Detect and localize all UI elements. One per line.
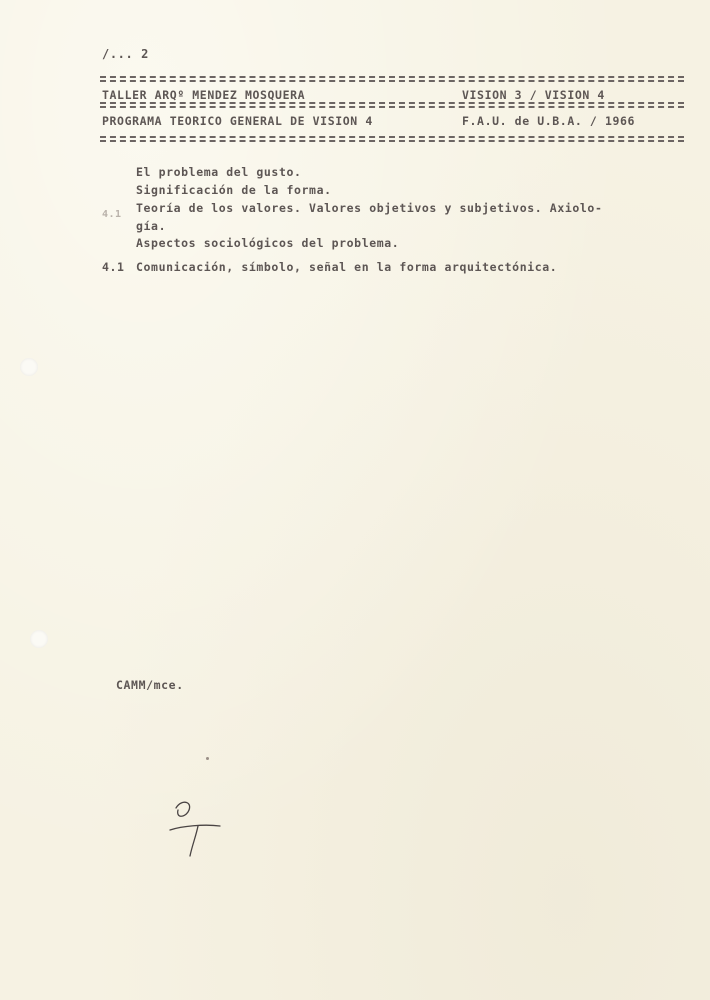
faint-margin-number: 4.1 [102,209,122,220]
middle-rule [100,102,684,108]
body-line-values-continuation: gía. [136,219,167,233]
punch-hole-lower [30,630,48,648]
header-program-title: PROGRAMA TEORICO GENERAL DE VISION 4 [102,114,373,128]
punch-hole-upper [20,358,38,376]
typist-initials: CAMM/mce. [116,678,184,692]
page-reference: /... 2 [102,47,149,61]
header-vision-levels: VISION 3 / VISION 4 [462,88,605,102]
section-number: 4.1 [102,260,125,274]
section-communication: Comunicación, símbolo, señal en la forma arquitectónica. [136,260,558,274]
header-institution-year: F.A.U. de U.B.A. / 1966 [462,114,636,128]
bottom-rule [100,136,684,142]
header-workshop: TALLER ARQº MENDEZ MOSQUERA [102,88,306,102]
body-line-values-theory: Teoría de los valores. Valores objetivos y subjetivos. Axiolo- [136,201,603,215]
body-line-form-meaning: Significación de la forma. [136,183,332,197]
body-line-sociological: Aspectos sociológicos del problema. [136,236,400,250]
handwritten-signature [168,796,228,866]
body-line-taste: El problema del gusto. [136,165,302,179]
top-rule [100,76,684,82]
ink-speck [206,757,209,760]
